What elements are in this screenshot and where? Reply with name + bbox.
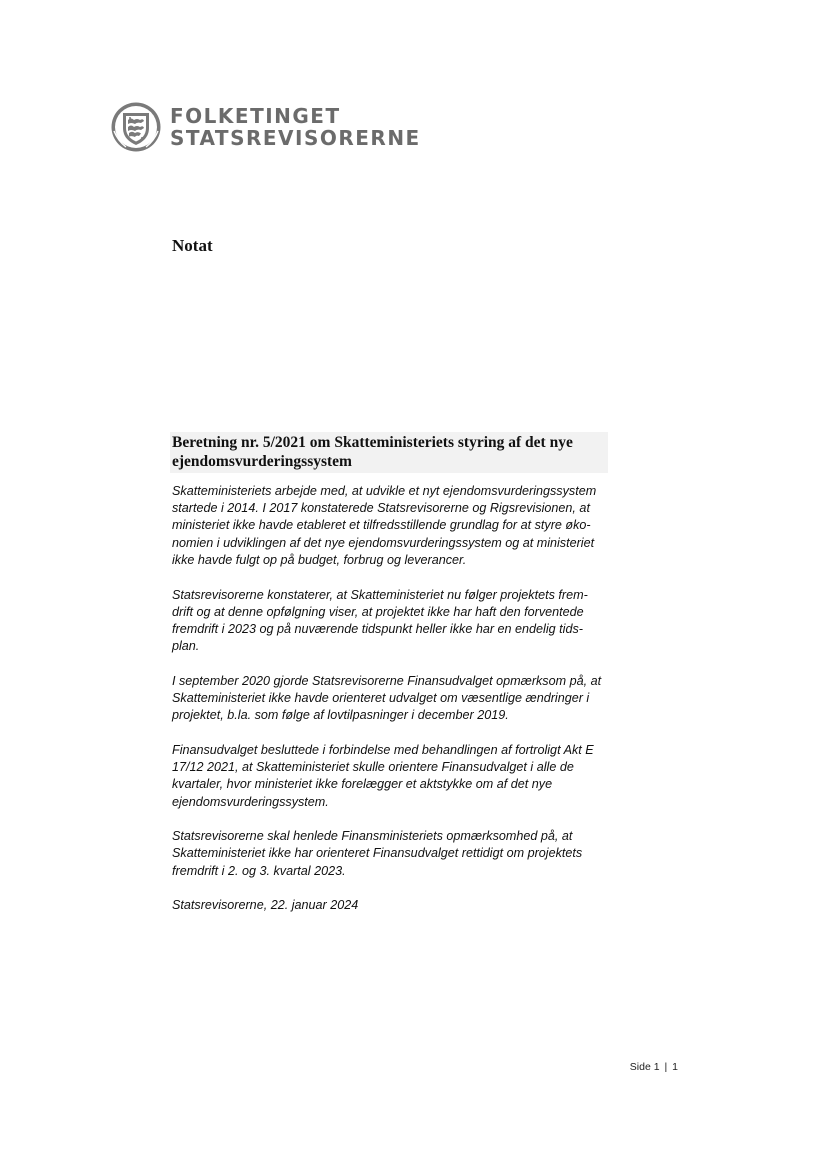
document-title: Beretning nr. 5/2021 om Skatteministeriets styring af det nye ejendomsvurderingssystem (170, 432, 608, 473)
paragraph-conclusion: Statsrevisorerne skal henlede Finansministeriets opmærksomhed på, at Skatteministeriet ikke har orienteret Finansudvalget rettidigt om projektets fremdrift i 2. og 3. kvartal 2023. (172, 829, 583, 878)
paragraph-finance-committee: Finansudvalget besluttede i forbindelse med behandlingen af fortroligt Akt E 17/12 2021, at Skatteministeriet skulle orientere Finansudvalget i alle de kvartaler, hvor ministeriet ikke forelægger et aktstykke om af det nye ejendomsvurderingssystem. (172, 742, 594, 809)
page-total: 1 (672, 1061, 678, 1073)
signature-date: Statsrevisorerne, 22. januar 2024 (172, 898, 359, 913)
document-type: Notat (172, 236, 213, 255)
document-body (172, 483, 602, 932)
paragraph-september-2020: I september 2020 gjorde Statsrevisorerne Finansudvalget opmærksom på, at Skatteministeriet ikke havde orienteret udvalget om væsentlige ændringer i projektet, b.la. som følge af lovtilpasninger i december 2019. (172, 673, 602, 723)
paragraph-progress: Statsrevisorerne konstaterer, at Skatteministeriet nu følger projektets frem-drift og at denne opfølgning viser, at projektet ikke har haft den forventede fremdrift i 2023 og på nuværende tidspunkt heller ikke har en endelig tids-plan. (172, 587, 588, 654)
page-number (610, 1061, 678, 1073)
logo-wordmark (170, 105, 421, 149)
page-label: Side 1 (629, 1061, 660, 1073)
org-name-line2: STATSREVISORERNE (170, 126, 421, 150)
page-separator: | (664, 1061, 668, 1073)
paragraph-background: Skatteministeriets arbejde med, at udvikle et nyt ejendomsvurderingssystem startede i 2014. I 2017 konstaterede Statsrevisorerne og Rigsrevisionen, at ministeriet ikke havde etableret et tilfredsstillende grundlag for at styre øko-nomien i udviklingen af det nye ejendomsvurderingssystem og at ministeriet ikke havde fulgt op på budget, forbrug og leverancer. (172, 484, 597, 567)
coat-of-arms-icon (110, 101, 162, 153)
statsrevisorerne-logo (110, 101, 421, 155)
org-name-line1: FOLKETINGET (170, 104, 341, 128)
